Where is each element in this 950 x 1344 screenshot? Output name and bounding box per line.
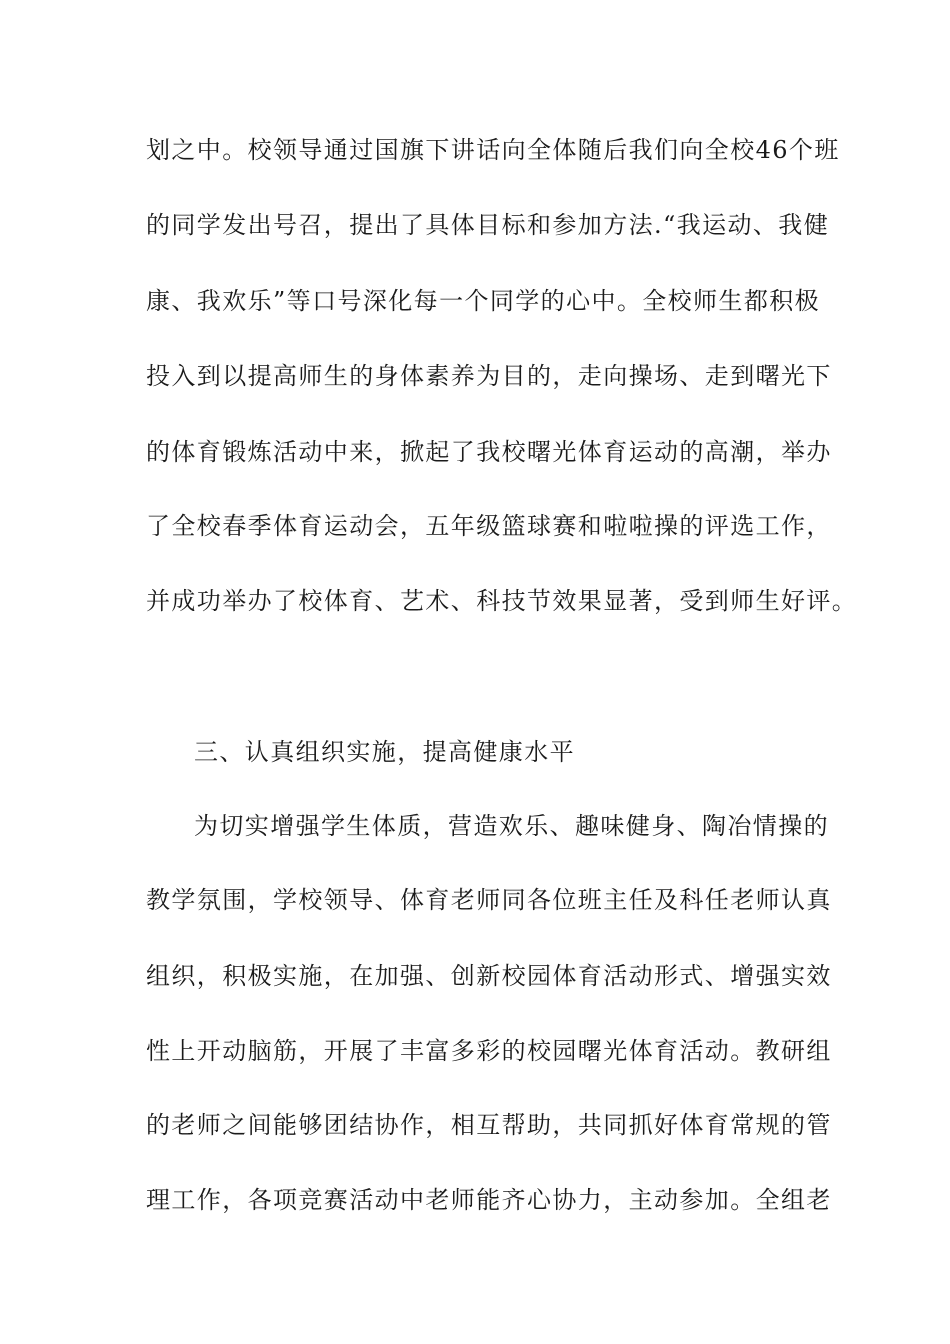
paragraph-line: 性上开动脑筋，开展了丰富多彩的校园曙光体育活动。教研组 <box>146 1037 832 1065</box>
paragraph-line: 理工作，各项竞赛活动中老师能齐心协力，主动参加。全组老 <box>146 1186 832 1214</box>
paragraph-line: 投入到以提高师生的身体素养为目的，走向操场、走到曙光下 <box>146 362 832 390</box>
paragraph-line: 教学氛围，学校领导、体育老师同各位班主任及科任老师认真 <box>146 886 832 914</box>
paragraph-line: 康、我欢乐”等口号深化每一个同学的心中。全校师生都积极 <box>146 287 821 315</box>
paragraph-line: 的体育锻炼活动中来，掀起了我校曙光体育运动的高潮，举办 <box>146 438 832 466</box>
section-heading: 三、认真组织实施，提高健康水平 <box>194 738 575 766</box>
paragraph-line: 划之中。校领导通过国旗下讲话向全体随后我们向全校46个班 <box>146 136 840 164</box>
paragraph-line: 的同学发出号召，提出了具体目标和参加方法.“我运动、我健 <box>146 211 830 239</box>
paragraph-line: 组织，积极实施，在加强、创新校园体育活动形式、增强实效 <box>146 962 832 990</box>
paragraph-line: 为切实增强学生体质，营造欢乐、趣味健身、陶冶情操的 <box>194 812 829 840</box>
paragraph-line: 的老师之间能够团结协作，相互帮助，共同抓好体育常规的管 <box>146 1111 832 1139</box>
paragraph-line: 了全校春季体育运动会，五年级篮球赛和啦啦操的评选工作， <box>146 512 832 540</box>
paragraph-line: 并成功举办了校体育、艺术、科技节效果显著，受到师生好评。 <box>146 587 858 615</box>
